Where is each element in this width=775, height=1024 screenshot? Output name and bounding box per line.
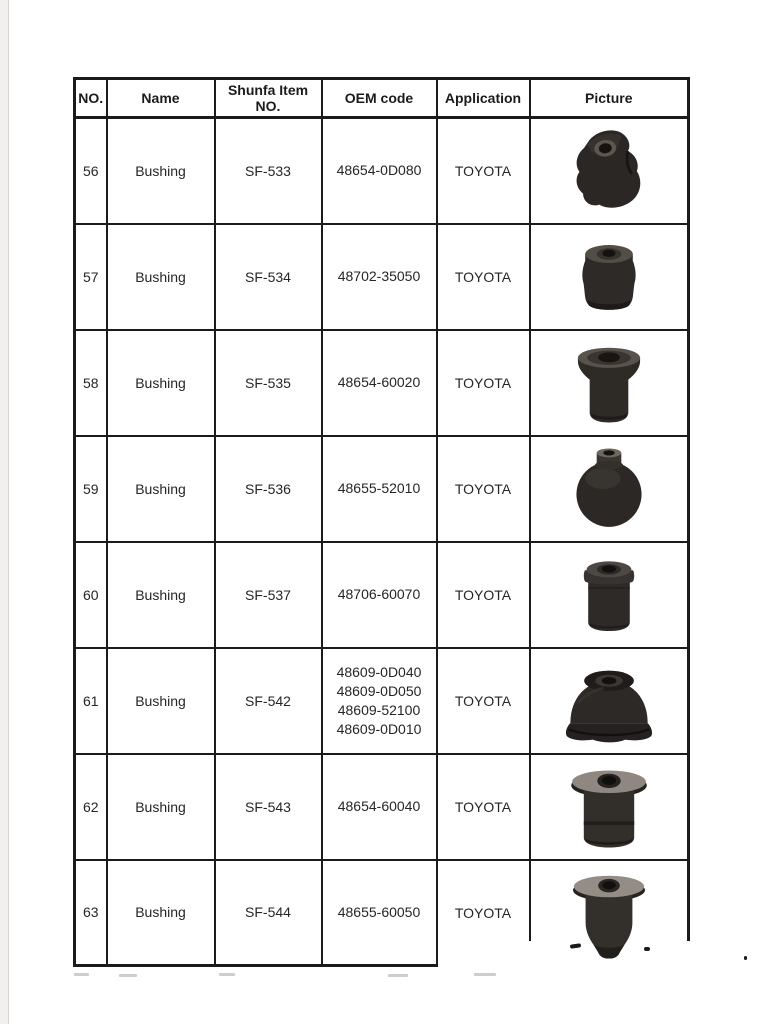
table-row — [75, 860, 689, 966]
parts-table — [73, 77, 690, 967]
cell-application: TOYOTA — [437, 330, 530, 436]
cell-name: Bushing — [107, 224, 215, 330]
bushing-flared — [531, 333, 688, 433]
table-row — [75, 118, 689, 224]
oem-code-line: 48654-60040 — [337, 798, 421, 814]
col-header-picture: Picture — [530, 79, 689, 118]
scan-ghost-line — [119, 974, 137, 977]
cell-shunfa-item: SF-533 — [215, 118, 322, 224]
cell-no: 58 — [75, 330, 107, 436]
cell-application: TOYOTA — [437, 860, 530, 966]
scan-ghost-line — [219, 973, 235, 976]
cell-picture — [530, 648, 689, 754]
scan-ghost-line — [474, 973, 496, 976]
cell-no: 61 — [75, 648, 107, 754]
scan-ghost-line — [74, 973, 89, 976]
cell-name: Bushing — [107, 330, 215, 436]
bushing-photo — [568, 232, 650, 322]
cell-picture — [530, 860, 689, 966]
cell-oem-code — [322, 436, 437, 542]
cell-application: TOYOTA — [437, 118, 530, 224]
bushing-ring-cylinder — [531, 545, 688, 645]
cell-application: TOYOTA — [437, 648, 530, 754]
cell-no: 57 — [75, 224, 107, 330]
bushing-photo — [559, 655, 659, 747]
bushing-photo — [563, 125, 655, 217]
cell-application: TOYOTA — [437, 224, 530, 330]
bushing-blob — [531, 125, 688, 217]
cell-picture — [530, 754, 689, 860]
scan-cutoff-patch — [679, 941, 696, 977]
bushing-photo — [567, 333, 651, 433]
cell-name: Bushing — [107, 754, 215, 860]
cell-picture — [530, 330, 689, 436]
cell-oem-code — [322, 224, 437, 330]
scan-speck — [644, 947, 650, 951]
col-header-name: Name — [107, 79, 215, 118]
bushing-barrel — [531, 232, 688, 322]
cell-picture — [530, 224, 689, 330]
header-row — [75, 79, 689, 118]
cell-shunfa-item: SF-536 — [215, 436, 322, 542]
cell-name: Bushing — [107, 436, 215, 542]
cell-no: 60 — [75, 542, 107, 648]
cell-oem-code — [322, 754, 437, 860]
cell-shunfa-item: SF-543 — [215, 754, 322, 860]
bushing-photo — [569, 545, 649, 645]
page-edge — [0, 0, 9, 1024]
oem-code-line: 48654-0D080 — [336, 162, 422, 179]
cell-name: Bushing — [107, 860, 215, 966]
bushing-flat-top-tapered — [531, 866, 688, 961]
oem-code-line: 48702-35050 — [337, 268, 421, 284]
oem-code-line: 48609-0D040 — [336, 663, 422, 680]
oem-code-line: 48655-60050 — [337, 903, 421, 920]
col-header-shunfa-item: Shunfa Item NO. — [215, 79, 322, 118]
bushing-ball — [531, 445, 688, 533]
cell-name: Bushing — [107, 542, 215, 648]
oem-code-line: 48609-52100 — [337, 701, 421, 718]
scan-ghost-line — [388, 974, 408, 977]
col-header-no: NO. — [75, 79, 107, 118]
oem-code-line: 48654-60020 — [337, 374, 421, 390]
cell-name: Bushing — [107, 118, 215, 224]
cell-shunfa-item: SF-537 — [215, 542, 322, 648]
scan-speck — [744, 956, 747, 960]
oem-code-line: 48706-60070 — [337, 586, 421, 602]
cell-no: 63 — [75, 860, 107, 966]
table-row — [75, 436, 689, 542]
cell-application: TOYOTA — [437, 542, 530, 648]
oem-code-line: 48609-0D010 — [336, 720, 422, 737]
oem-code-line: 48655-52010 — [337, 480, 421, 496]
cell-no: 62 — [75, 754, 107, 860]
table-row — [75, 648, 689, 754]
table-row — [75, 224, 689, 330]
table-row — [75, 330, 689, 436]
cell-oem-code — [322, 648, 437, 754]
cell-shunfa-item: SF-542 — [215, 648, 322, 754]
scan-cutoff-patch — [521, 941, 535, 977]
cell-oem-code — [322, 118, 437, 224]
cell-oem-code — [322, 330, 437, 436]
table-row — [75, 754, 689, 860]
bushing-flat-top — [531, 762, 688, 852]
cell-name: Bushing — [107, 648, 215, 754]
table-row — [75, 542, 689, 648]
cell-oem-code — [322, 542, 437, 648]
col-header-application: Application — [437, 79, 530, 118]
bushing-photo — [565, 445, 653, 533]
bushing-dome-mount — [531, 655, 688, 747]
cell-shunfa-item: SF-535 — [215, 330, 322, 436]
cell-oem-code — [322, 860, 437, 966]
cell-shunfa-item: SF-534 — [215, 224, 322, 330]
cell-picture — [530, 542, 689, 648]
cell-picture — [530, 118, 689, 224]
bushing-photo — [562, 762, 656, 852]
cell-application: TOYOTA — [437, 754, 530, 860]
cell-application: TOYOTA — [437, 436, 530, 542]
col-header-oem-code: OEM code — [322, 79, 437, 118]
cell-no: 56 — [75, 118, 107, 224]
cell-shunfa-item: SF-544 — [215, 860, 322, 966]
oem-code-line: 48609-0D050 — [336, 682, 422, 699]
cell-no: 59 — [75, 436, 107, 542]
cell-picture — [530, 436, 689, 542]
